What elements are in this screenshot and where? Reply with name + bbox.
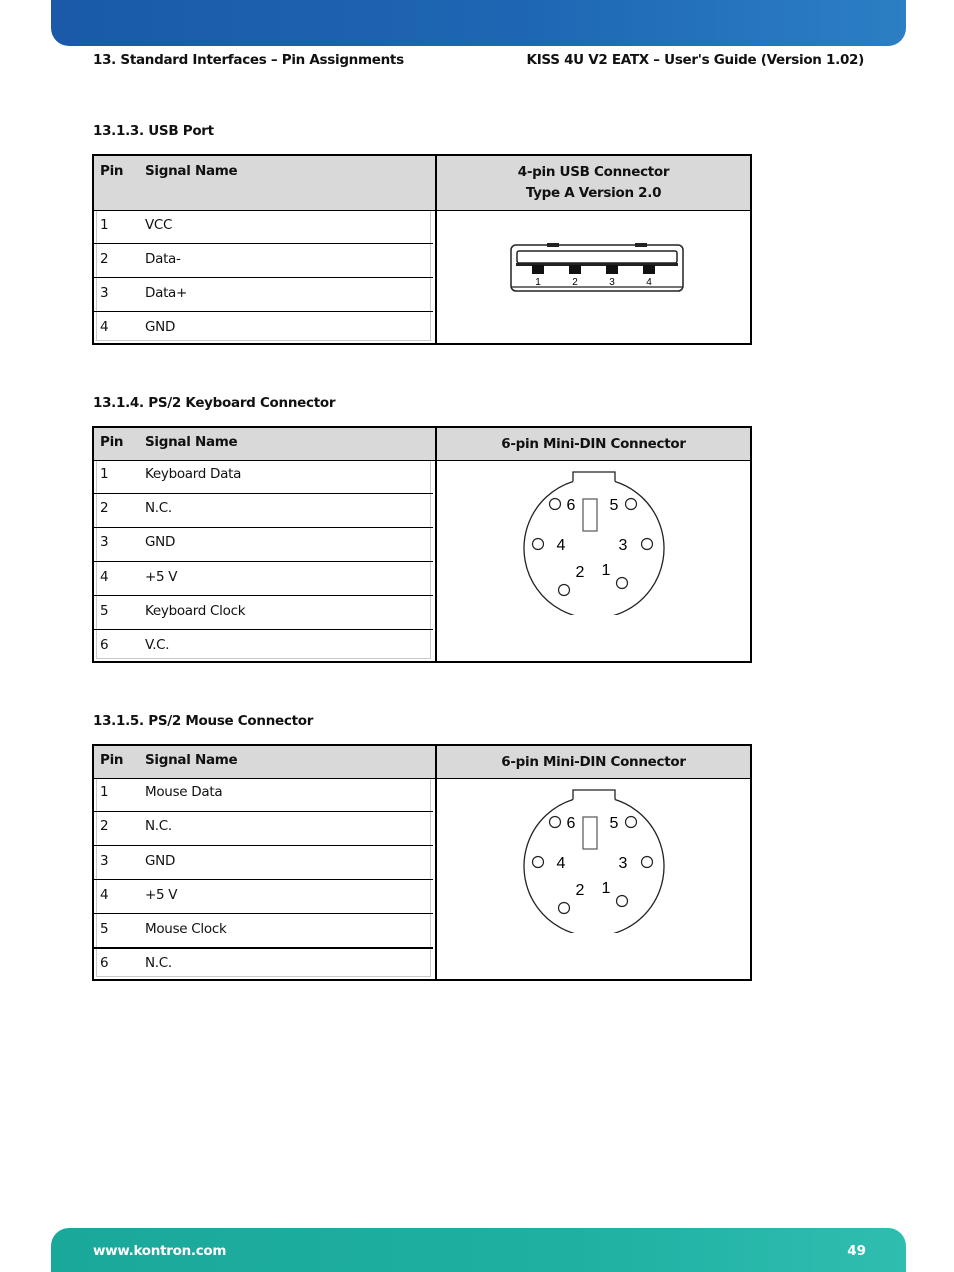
din-pin-label: 2 [575,564,585,581]
usb-connector-diagram [507,241,687,296]
usb-diagram-cell [435,211,750,343]
din-pin-label: 6 [566,815,576,832]
col-pin-header: Pin [100,752,124,768]
usb-pin-table [92,154,752,345]
table-row: 4 +5 V [94,562,433,596]
document-title: KISS 4U V2 EATX – User's Guide (Version 1.02) [526,52,864,68]
table-row: 3 GND [94,846,433,880]
table-row: 1 Keyboard Data [94,461,433,494]
table-row: 2 N.C. [94,494,433,528]
keyboard-section-title: 13.1.4. PS/2 Keyboard Connector [93,395,336,411]
usb-section-title: 13.1.3. USB Port [93,123,214,139]
col-signal-header: Signal Name [145,434,238,450]
table-row: 6 N.C. [100,955,172,971]
col-signal-header: Signal Name [145,752,238,768]
table-row: 5 Keyboard Clock [94,596,433,630]
usb-connector-header: 4-pin USB Connector Type A Version 2.0 [435,156,750,210]
usb-pin-label: 1 [535,277,541,288]
mouse-section-title: 13.1.5. PS/2 Mouse Connector [93,713,314,729]
din-pin-label: 4 [556,855,566,872]
table-row: 3 GND [94,528,433,562]
mini-din-diagram [521,469,667,615]
table-row: 1 VCC [94,211,433,244]
mouse-diagram-cell [435,779,750,979]
keyboard-table-header [94,428,750,461]
mouse-table-header [94,746,750,779]
chapter-header: 13. Standard Interfaces – Pin Assignments [93,52,404,68]
din-pin-label: 3 [618,855,628,872]
table-row: 5 Mouse Clock [94,914,433,949]
din-pin-label: 1 [601,880,611,897]
col-pin-header: Pin [100,434,124,450]
top-banner [51,0,906,46]
page-number: 49 [847,1243,866,1259]
table-row: 4 GND [100,319,176,335]
din-pin-label: 2 [575,882,585,899]
usb-pin-label: 4 [646,277,652,288]
din-pin-label: 6 [566,497,576,514]
mouse-pin-table [92,744,752,981]
din-pin-label: 5 [609,815,619,832]
usb-pin-label: 2 [572,277,578,288]
col-signal-header: Signal Name [145,163,238,179]
table-row: 1 Mouse Data [94,779,433,812]
keyboard-connector-header: 6-pin Mini-DIN Connector [435,428,750,460]
keyboard-pin-table [92,426,752,663]
footer-link[interactable]: www.kontron.com [93,1243,227,1259]
din-pin-label: 1 [601,562,611,579]
table-row: 2 Data- [94,244,433,278]
mouse-connector-header: 6-pin Mini-DIN Connector [435,746,750,778]
usb-pin-label: 3 [609,277,615,288]
keyboard-diagram-cell [435,461,750,661]
col-pin-header: Pin [100,163,124,179]
table-row: 4 +5 V [94,880,433,914]
table-row: 2 N.C. [94,812,433,846]
mini-din-diagram [521,787,667,933]
usb-table-header [94,156,750,211]
din-pin-label: 5 [609,497,619,514]
din-pin-label: 3 [618,537,628,554]
table-row: 3 Data+ [94,278,433,312]
table-row: 6 V.C. [100,637,170,653]
din-pin-label: 4 [556,537,566,554]
